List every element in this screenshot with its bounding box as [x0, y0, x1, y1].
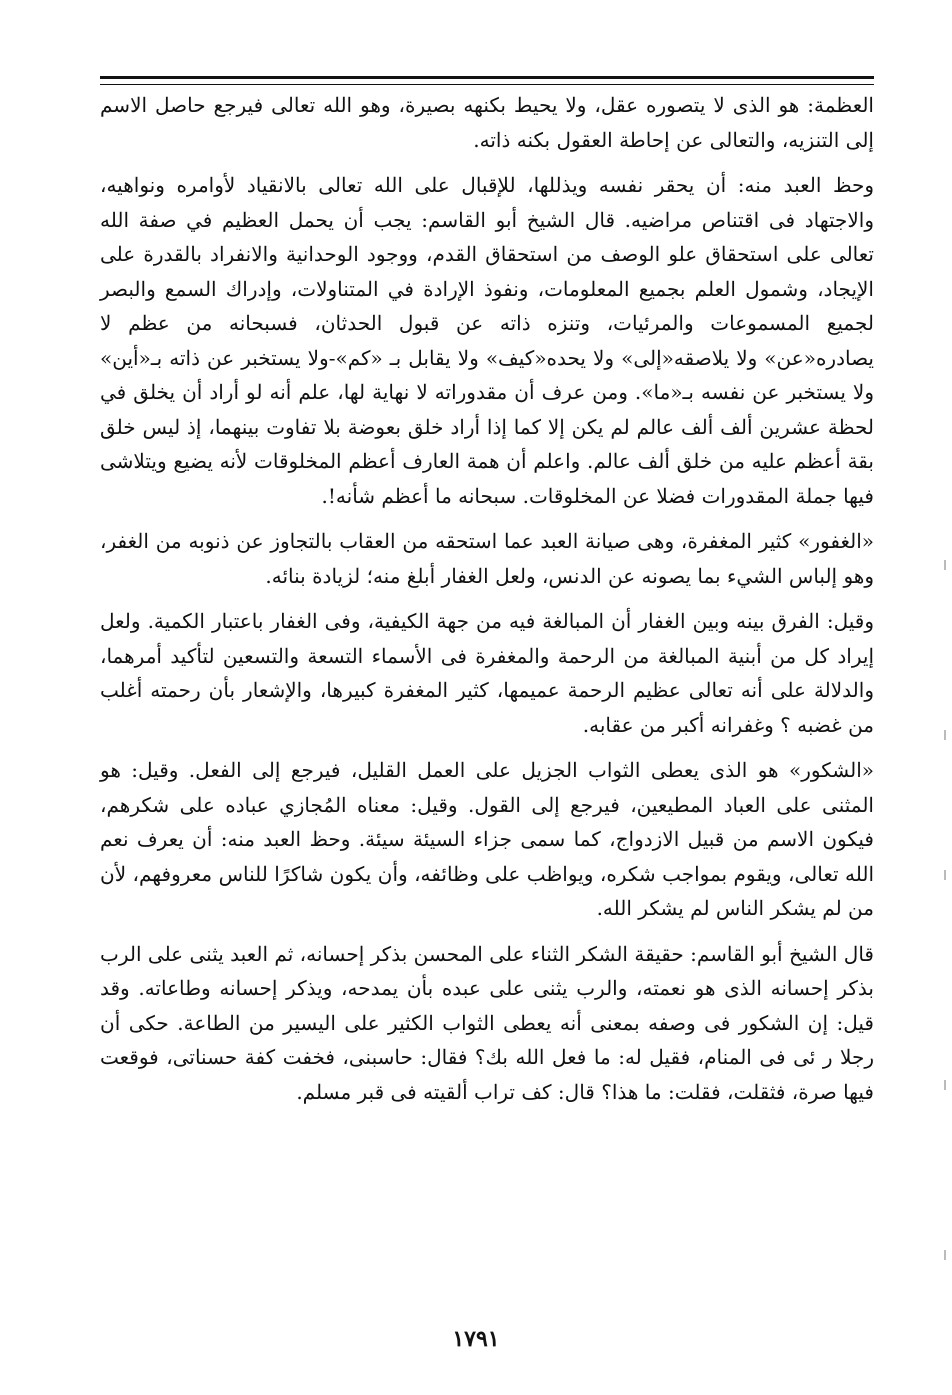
header-rule-thick	[100, 76, 874, 79]
body-text	[100, 88, 874, 1109]
paragraph-al-ghafur: «الغفور» كثير المغفرة، وهى صيانة العبد عما استحقه من العقاب بالتجاوز عن ذنوبه من الغفر، وهو إلباس الشيء بما يصونه عن الدنس، ولعل الغفار أبلغ منه؛ لزيادة بنائه.	[100, 529, 874, 588]
paragraph-abu-al-qasim: قال الشيخ أبو القاسم: حقيقة الشكر الثناء على المحسن بذكر إحسانه، ثم العبد يثنى على الرب بذكر إحسانه الذى هو نعمته، والرب يثنى على عبده بأن يمدحه، ويذكر إحسانه وطاعاته. وقد قيل: إن الشكور فى وصفه بمعنى أنه يعطى الثواب الكثير على اليسير من الطاعة. حكى أن رجلا ر ئى فى المنام، فقيل له: ما فعل الله بك؟ فقال: حاسبنى، فخفت كفة حسناتى، فوقعت فيها صرة، فثقلت، فقلت: ما هذا؟ قال: كف تراب ألقيته فى قبر مسلم.	[100, 941, 874, 1104]
paragraph-hazz-al-abd: وحظ العبد منه: أن يحقر نفسه ويذللها، للإقبال على الله تعالى بالانقياد لأوامره ونواهيه، والاجتهاد فى اقتناص مراضيه. قال الشيخ أبو القاسم: يجب أن يحمل العظيم في صفة الله تعالى على استحقاق علو الوصف من استحقاق القدم، ووجود الوحدانية والانفراد بالقدرة على الإيجاد، وشمول العلم بجميع المعلومات، ونفوذ الإرادة في المتناولات، وإدراك السمع والبصر لجميع المسموعات والمرئيات، وتنزه ذاته عن قبول الحدثان، فسبحانه من عظم لا يصادره«عن» ولا يلاصقه«إلى» ولا يحده«كيف» ولا يقابل بـ «كم»-ولا يستخبر عن ذاته بـ«أين» ولا يستخبر عن نفسه بـ«ما». ومن عرف أن مقدوراته لا نهاية لها، علم أنه لو أراد أن يخلق في لحظة عشرين ألف ألف عالم لم يكن إلا كما إذا أراد خلق بعوضة بلا تفاوت بينهما، إذ ليس خلق بقة أعظم عليه من خلق ألف عالم. واعلم أن همة العارف أعظم المخلوقات لأنه يضيع ويتلاشى فيها جملة المقدورات فضلا عن المخلوقات. سبحانه ما أعظم شأنه!.	[100, 173, 874, 508]
header-rule-thin	[100, 84, 874, 85]
paragraph-farq-ghaffar: وقيل: الفرق بينه وبين الغفار أن المبالغة فيه من جهة الكيفية، وفى الغفار باعتبار الكمية. ولعل إيراد كل من أبنية المبالغة من الرحمة والمغفرة فى الأسماء التسعة والتسعين لتأكيد أمرهما، والدلالة على أنه تعالى عظيم الرحمة عميمها، كثير المغفرة كبيرها، والإشعار بأن رحمته أغلب من غضبه ؟ وغفرانه أكبر من عقابه.	[100, 609, 874, 737]
page-number: ١٧٩١	[452, 1326, 500, 1352]
scan-edge-marks	[944, 560, 950, 1260]
paragraph-azama: العظمة: هو الذى لا يتصوره عقل، ولا يحيط بكنهه بصيرة، وهو الله تعالى فيرجع حاصل الاسم إلى التنزيه، والتعالى عن إحاطة العقول بكنه ذاته.	[100, 93, 874, 152]
paragraph-al-shakur: «الشكور» هو الذى يعطى الثواب الجزيل على العمل القليل، فيرجع إلى الفعل. وقيل: هو المثنى على العباد المطيعين، فيرجع إلى القول. وقيل: معناه المُجازي عباده على شكرهم، فيكون الاسم من قبيل الازدواج، كما سمى جزاء السيئة سيئة. وحظ العبد منه: أن يعرف نعم الله تعالى، ويقوم بمواجب شكره، ويواظب على وظائفه، وأن يكون شاكرًا للناس معروفهم، لأن من لم يشكر الناس لم يشكر الله.	[100, 758, 875, 920]
